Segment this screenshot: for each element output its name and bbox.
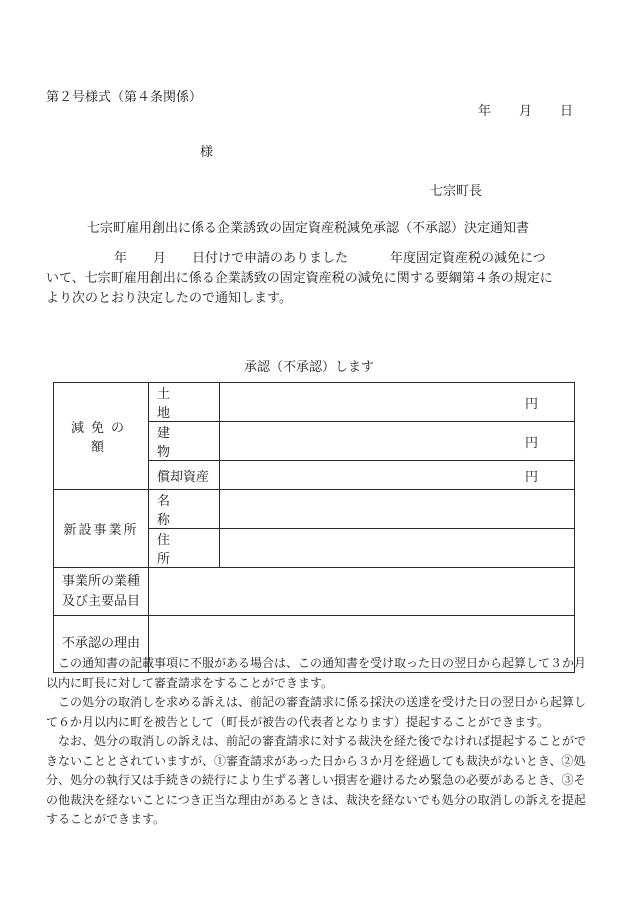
building-yen-unit: 円: [524, 435, 538, 451]
addressee-suffix: 様: [200, 145, 214, 160]
table-row-office-name: [54, 490, 575, 529]
office-address-value-cell[interactable]: [220, 529, 575, 568]
form-table: [53, 382, 575, 673]
note-line: することができます。: [46, 812, 166, 826]
document-title: 七宗町雇用創出に係る企業誘致の固定資産税減免承認（不承認）決定通知書: [87, 221, 530, 236]
intro-fiscal-year-text: 年度固定資産税の減免につ: [390, 251, 546, 266]
note-line: この通知書の記載事項に不服がある場合は、この通知書を受け取った日の翌日から起算して３か月: [46, 656, 587, 670]
form-number: 第２号様式（第４条関係）: [46, 90, 203, 105]
new-office-label: 新設事業所: [54, 490, 149, 568]
land-value-cell[interactable]: [220, 383, 575, 422]
table-row-business: [54, 568, 575, 616]
intro-line-1: [46, 249, 582, 269]
land-yen-unit: 円: [524, 396, 538, 412]
note-line: て６か月以内に町を被告として（町長が被告の代表者となります）提起することができます。: [46, 714, 550, 729]
date-line: [478, 100, 573, 119]
note-line: 以内に町長に対して審査請求をすることができます。: [46, 675, 334, 690]
office-address-label: 住所: [149, 529, 220, 568]
business-type-label-line-1: 事業所の業種: [62, 573, 141, 589]
decision-statement: 承認（不承認）します: [244, 360, 375, 375]
note-line: 分、処分の執行又は手続きの続行により生ずる著しい損害を避けるため緊急の必要があるとき、③そ: [46, 773, 586, 787]
issuer-name: 七宗町長: [430, 184, 483, 199]
business-type-label: [54, 568, 149, 616]
note-line: この処分の取消しを求める訴えは、前記の審査請求に係る採決の送達を受けた日の翌日から起算し: [46, 695, 587, 709]
note-line: の他裁決を経ないことにつき正当な理由があるときは、裁決を経ないでも処分の取消しの訴えを提起: [46, 792, 586, 807]
intro-year-label: 年: [114, 251, 128, 266]
note-line: なお、処分の取消しの訴えは、前記の審査請求に対する裁決を経た後でなければ提起することがで: [46, 734, 587, 748]
date-month-label: 月: [518, 104, 532, 119]
intro-date-text: 日付けで申請のありました: [192, 251, 349, 266]
business-type-value-cell[interactable]: [149, 568, 575, 616]
building-value-cell[interactable]: [220, 422, 575, 461]
office-name-value-cell[interactable]: [220, 490, 575, 529]
depreciable-assets-label: 償却資産: [149, 461, 220, 490]
notes-section: [46, 654, 586, 830]
building-label: 建物: [149, 422, 220, 461]
intro-line-3: より次のとおり決定したので通知します。: [46, 291, 292, 306]
date-day-label: 日: [559, 104, 573, 119]
intro-month-label: 月: [153, 251, 167, 266]
rejection-reason-label: 不承認の理由: [54, 616, 149, 673]
depreciable-value-cell[interactable]: [220, 461, 575, 490]
land-label: 土地: [149, 383, 220, 422]
intro-paragraph: [46, 249, 582, 309]
date-year-label: 年: [477, 104, 491, 119]
office-name-label: 名称: [149, 490, 220, 529]
business-type-label-line-2: 及び主要品目: [62, 593, 141, 609]
note-line: きないこととされていますが、①審査請求があった日から３か月を経過しても裁決がないとき、②処: [46, 753, 586, 768]
reduction-amount-label: 減免の額: [54, 383, 149, 490]
depreciable-yen-unit: 円: [524, 469, 538, 485]
table-row-land: [54, 383, 575, 422]
intro-line-2: いて、七宗町雇用創出に係る企業誘致の固定資産税の減免に関する要綱第４条の規定に: [46, 271, 553, 286]
